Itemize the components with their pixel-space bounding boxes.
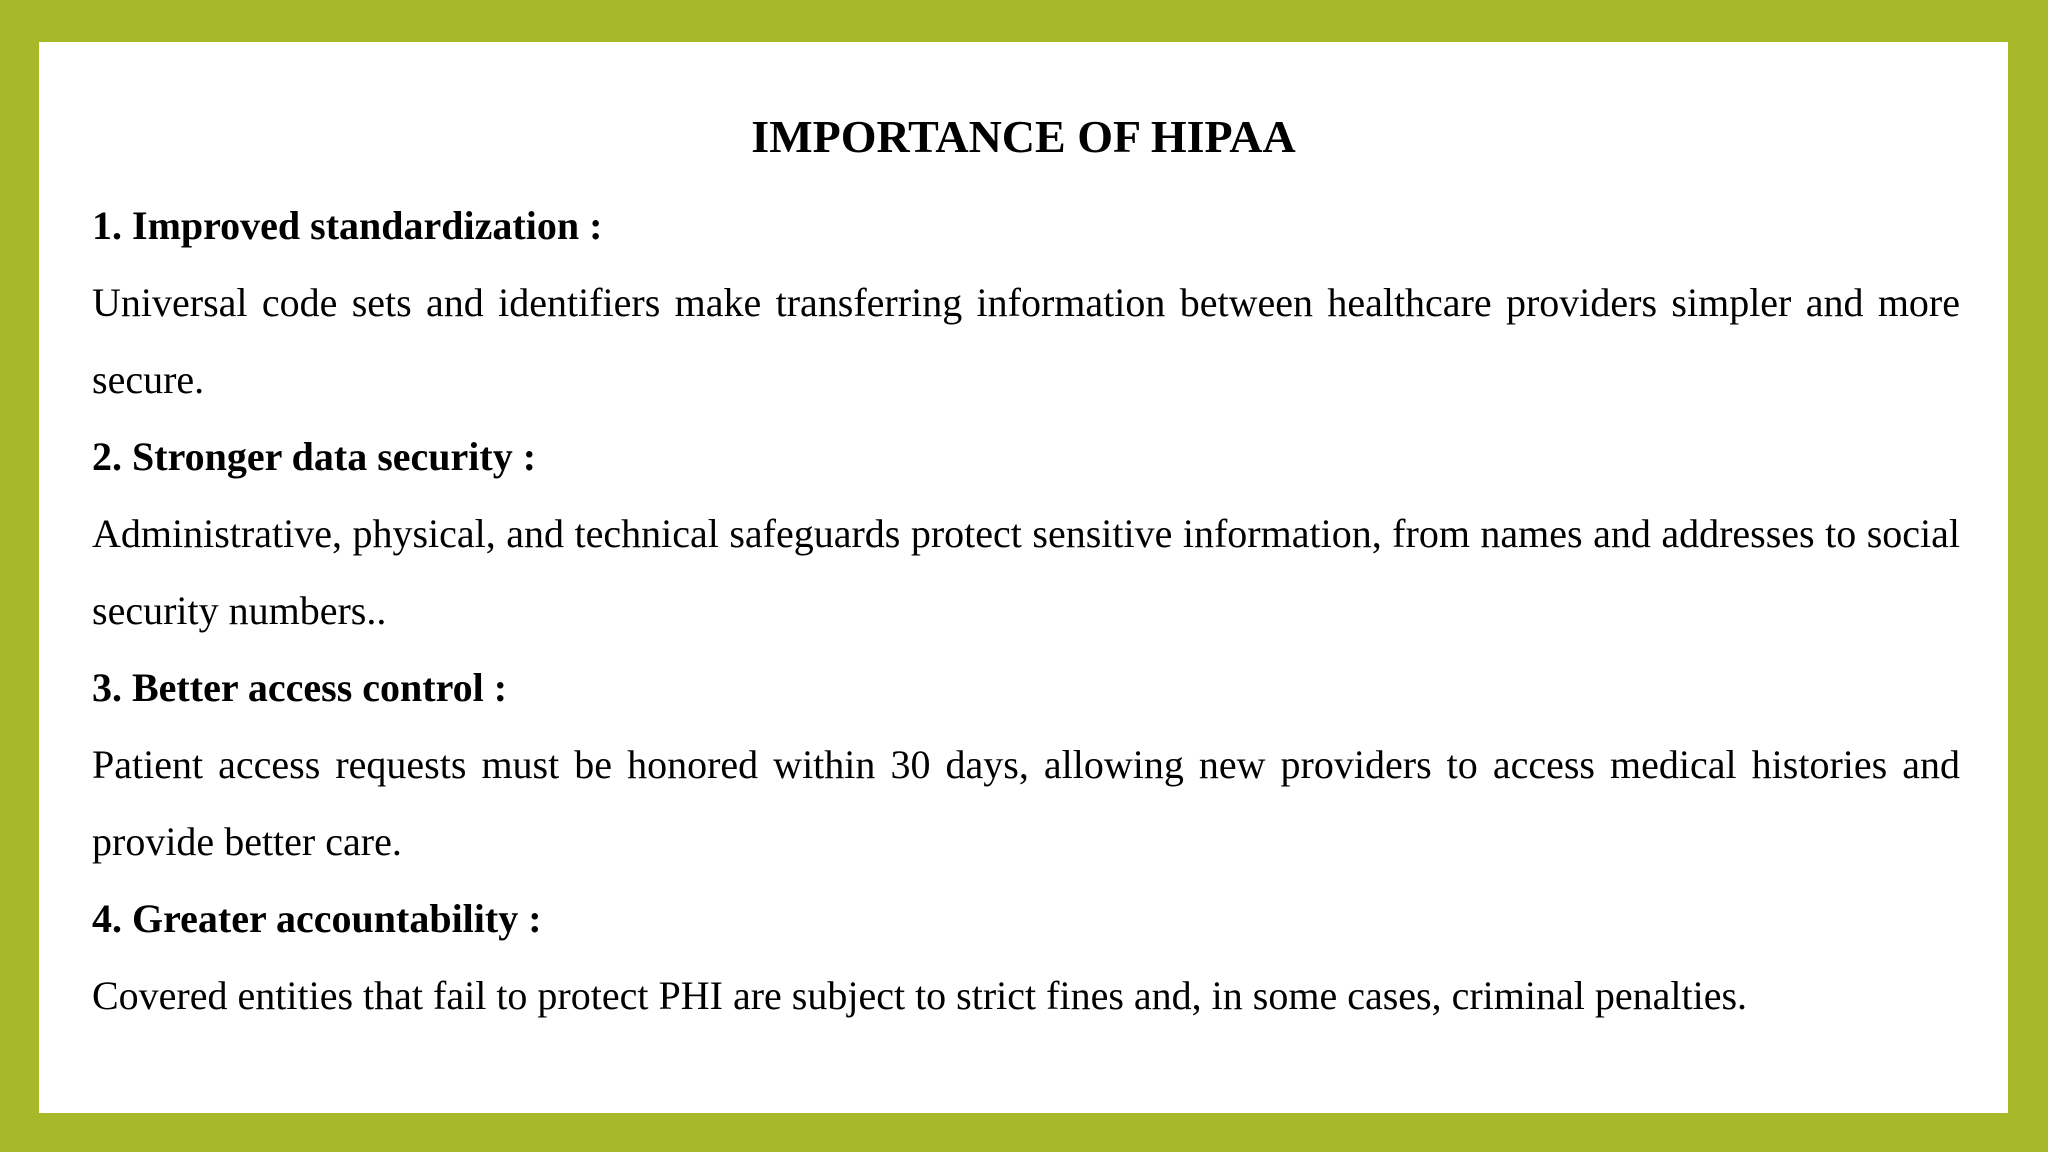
point-heading: 1. Improved standardization : bbox=[92, 203, 603, 248]
point-heading: 4. Greater accountability : bbox=[92, 896, 542, 941]
point-text: Patient access requests must be honored within 30 days, allowing new providers to access medical histories and provide better care. bbox=[92, 742, 1960, 864]
point-item bbox=[92, 187, 1960, 418]
point-item bbox=[92, 880, 1960, 1034]
point-heading: 2. Stronger data security : bbox=[92, 434, 537, 479]
point-text: Administrative, physical, and technical safeguards protect sensitive information, from names and addresses to social security numbers.. bbox=[92, 511, 1960, 633]
point-text: Universal code sets and identifiers make transferring information between healthcare providers simpler and more secure. bbox=[92, 280, 1960, 402]
point-item bbox=[92, 418, 1960, 649]
slide-title: IMPORTANCE OF HIPAA bbox=[751, 111, 1296, 162]
point-item bbox=[92, 649, 1960, 880]
slide-content bbox=[92, 187, 1960, 1034]
point-heading: 3. Better access control : bbox=[92, 665, 508, 710]
point-text: Covered entities that fail to protect PHI are subject to strict fines and, in some cases, criminal penalties. bbox=[92, 973, 1748, 1018]
slide-canvas bbox=[39, 42, 2008, 1113]
